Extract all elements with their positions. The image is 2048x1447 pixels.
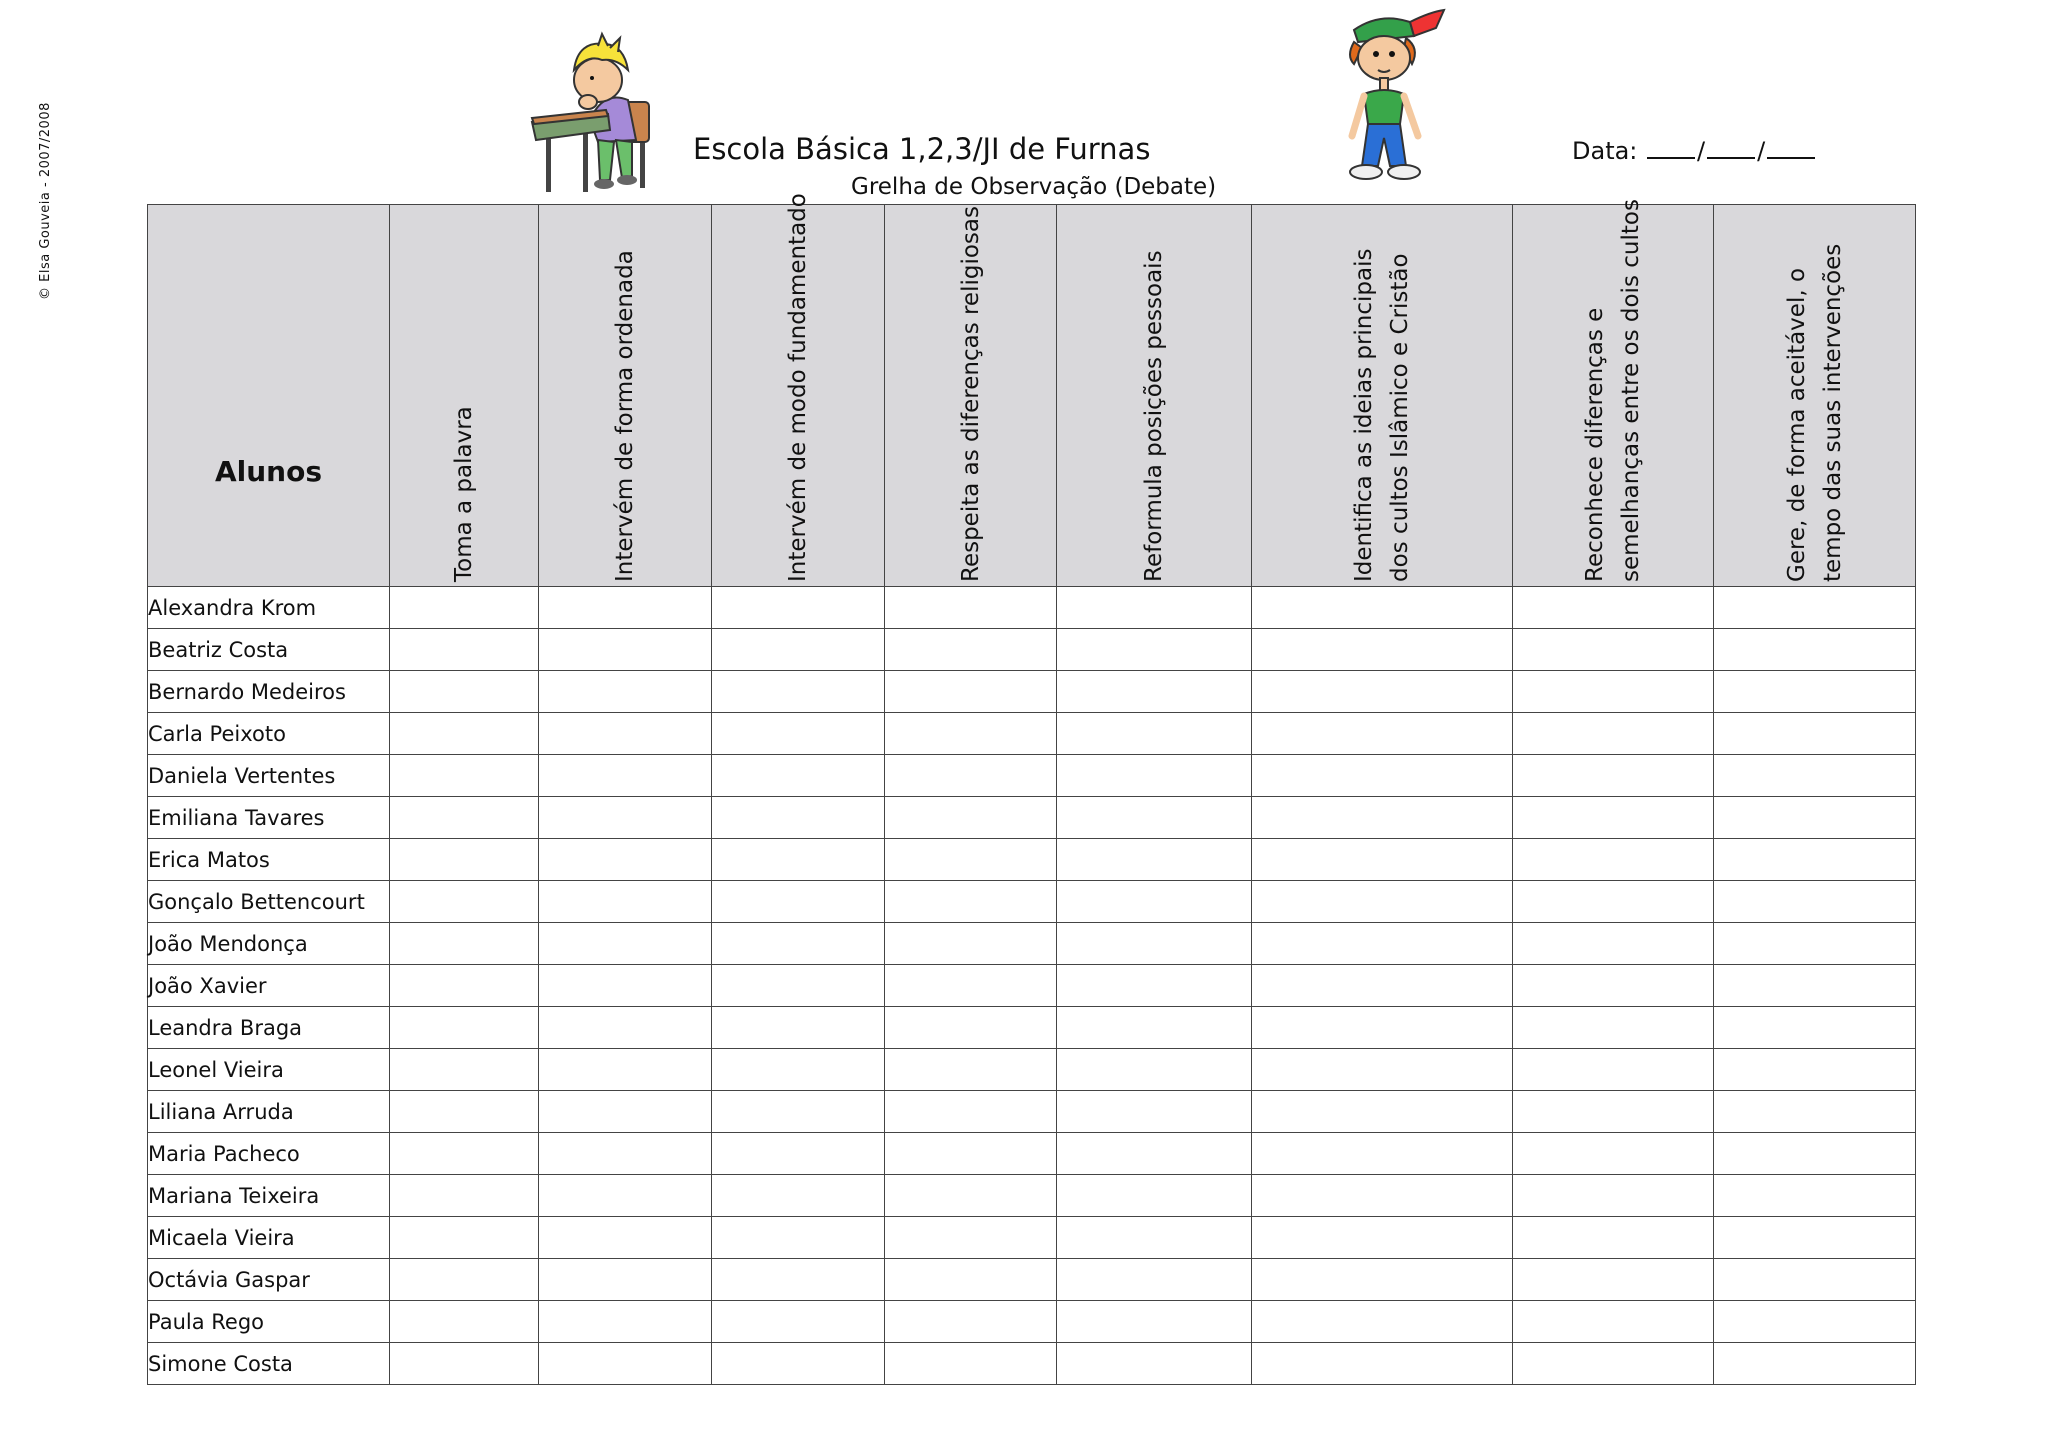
observation-cell[interactable] bbox=[1714, 671, 1916, 713]
observation-cell[interactable] bbox=[1252, 755, 1513, 797]
observation-cell[interactable] bbox=[1252, 797, 1513, 839]
observation-cell[interactable] bbox=[539, 1007, 712, 1049]
observation-cell[interactable] bbox=[1714, 881, 1916, 923]
observation-cell[interactable] bbox=[712, 713, 885, 755]
observation-cell[interactable] bbox=[1513, 755, 1714, 797]
observation-cell[interactable] bbox=[1057, 629, 1252, 671]
observation-cell[interactable] bbox=[1057, 1007, 1252, 1049]
observation-cell[interactable] bbox=[1714, 1091, 1916, 1133]
observation-cell[interactable] bbox=[1513, 1049, 1714, 1091]
table-row bbox=[148, 881, 1916, 923]
observation-cell[interactable] bbox=[1513, 839, 1714, 881]
observation-cell[interactable] bbox=[1513, 1133, 1714, 1175]
observation-cell[interactable] bbox=[1513, 671, 1714, 713]
observation-cell[interactable] bbox=[539, 1091, 712, 1133]
observation-cell[interactable] bbox=[712, 1049, 885, 1091]
date-month-blank bbox=[1707, 137, 1755, 159]
observation-cell[interactable] bbox=[1714, 923, 1916, 965]
observation-cell[interactable] bbox=[1252, 1133, 1513, 1175]
criterion-header bbox=[539, 205, 712, 587]
observation-cell[interactable] bbox=[712, 1091, 885, 1133]
observation-cell[interactable] bbox=[1057, 713, 1252, 755]
observation-cell[interactable] bbox=[1513, 629, 1714, 671]
observation-cell[interactable] bbox=[885, 713, 1057, 755]
observation-cell[interactable] bbox=[1714, 1049, 1916, 1091]
observation-cell[interactable] bbox=[1057, 1175, 1252, 1217]
observation-cell[interactable] bbox=[885, 1259, 1057, 1301]
student-name: Micaela Vieira bbox=[148, 1217, 390, 1259]
observation-cell[interactable] bbox=[1252, 923, 1513, 965]
observation-cell[interactable] bbox=[885, 1301, 1057, 1343]
observation-cell[interactable] bbox=[1252, 1343, 1513, 1385]
table-row bbox=[148, 923, 1916, 965]
observation-cell[interactable] bbox=[1057, 1133, 1252, 1175]
observation-cell[interactable] bbox=[712, 965, 885, 1007]
student-name: João Mendonça bbox=[148, 923, 390, 965]
observation-cell[interactable] bbox=[539, 1217, 712, 1259]
observation-cell[interactable] bbox=[539, 797, 712, 839]
observation-cell[interactable] bbox=[1252, 965, 1513, 1007]
date-day-blank bbox=[1647, 137, 1695, 159]
observation-cell[interactable] bbox=[1252, 1091, 1513, 1133]
student-name: Leandra Braga bbox=[148, 1007, 390, 1049]
observation-cell[interactable] bbox=[712, 587, 885, 629]
observation-cell[interactable] bbox=[390, 1343, 539, 1385]
observation-cell[interactable] bbox=[539, 1133, 712, 1175]
criterion-label: semelhanças entre os dois cultos bbox=[1618, 199, 1644, 582]
observation-cell[interactable] bbox=[1057, 923, 1252, 965]
observation-cell[interactable] bbox=[1252, 1301, 1513, 1343]
table-row bbox=[148, 1217, 1916, 1259]
observation-cell[interactable] bbox=[1252, 1217, 1513, 1259]
observation-cell[interactable] bbox=[539, 923, 712, 965]
observation-cell[interactable] bbox=[390, 1133, 539, 1175]
table-row bbox=[148, 1049, 1916, 1091]
observation-cell[interactable] bbox=[885, 1091, 1057, 1133]
criterion-label: dos cultos Islâmico e Cristão bbox=[1387, 253, 1413, 582]
criterion-header bbox=[1057, 205, 1252, 587]
observation-cell[interactable] bbox=[1714, 713, 1916, 755]
criterion-label: Intervém de modo fundamentado bbox=[785, 193, 811, 582]
table-row bbox=[148, 629, 1916, 671]
observation-cell[interactable] bbox=[885, 1217, 1057, 1259]
boy-with-cap-clipart bbox=[1340, 8, 1460, 186]
observation-cell[interactable] bbox=[390, 965, 539, 1007]
criterion-header bbox=[1252, 205, 1513, 587]
student-name: Beatriz Costa bbox=[148, 629, 390, 671]
student-name: Liliana Arruda bbox=[148, 1091, 390, 1133]
student-name: Erica Matos bbox=[148, 839, 390, 881]
observation-cell[interactable] bbox=[1252, 713, 1513, 755]
table-row bbox=[148, 1007, 1916, 1049]
observation-cell[interactable] bbox=[539, 881, 712, 923]
observation-cell[interactable] bbox=[1057, 1091, 1252, 1133]
observation-cell[interactable] bbox=[1513, 1175, 1714, 1217]
observation-cell[interactable] bbox=[539, 755, 712, 797]
student-name: Bernardo Medeiros bbox=[148, 671, 390, 713]
observation-cell[interactable] bbox=[885, 629, 1057, 671]
student-name: Gonçalo Bettencourt bbox=[148, 881, 390, 923]
observation-cell[interactable] bbox=[1057, 1343, 1252, 1385]
observation-cell[interactable] bbox=[390, 587, 539, 629]
criterion-header bbox=[1513, 199, 1714, 587]
observation-cell[interactable] bbox=[390, 1301, 539, 1343]
observation-cell[interactable] bbox=[1057, 965, 1252, 1007]
observation-cell[interactable] bbox=[539, 713, 712, 755]
table-row bbox=[148, 1091, 1916, 1133]
observation-cell[interactable] bbox=[1513, 1343, 1714, 1385]
student-name: Maria Pacheco bbox=[148, 1133, 390, 1175]
observation-cell[interactable] bbox=[712, 1217, 885, 1259]
observation-cell[interactable] bbox=[712, 797, 885, 839]
student-name: Leonel Vieira bbox=[148, 1049, 390, 1091]
observation-cell[interactable] bbox=[712, 1343, 885, 1385]
header-row bbox=[148, 205, 1916, 587]
observation-cell[interactable] bbox=[1252, 839, 1513, 881]
observation-cell[interactable] bbox=[390, 1217, 539, 1259]
observation-cell[interactable] bbox=[390, 923, 539, 965]
table-row bbox=[148, 839, 1916, 881]
observation-cell[interactable] bbox=[390, 1091, 539, 1133]
student-name: Carla Peixoto bbox=[148, 713, 390, 755]
observation-cell[interactable] bbox=[1513, 881, 1714, 923]
criterion-label: Toma a palavra bbox=[451, 406, 477, 582]
observation-cell[interactable] bbox=[1714, 1175, 1916, 1217]
observation-cell[interactable] bbox=[712, 755, 885, 797]
table-row bbox=[148, 1259, 1916, 1301]
table-row bbox=[148, 1175, 1916, 1217]
criterion-label: Identifica as ideias principais bbox=[1351, 248, 1377, 582]
observation-cell[interactable] bbox=[1057, 1259, 1252, 1301]
observation-cell[interactable] bbox=[1252, 1049, 1513, 1091]
observation-cell[interactable] bbox=[885, 1007, 1057, 1049]
observation-cell[interactable] bbox=[885, 671, 1057, 713]
observation-cell[interactable] bbox=[885, 923, 1057, 965]
observation-cell[interactable] bbox=[539, 629, 712, 671]
observation-cell[interactable] bbox=[1252, 1175, 1513, 1217]
table-row bbox=[148, 1343, 1916, 1385]
observation-cell[interactable] bbox=[1252, 629, 1513, 671]
observation-cell[interactable] bbox=[885, 1049, 1057, 1091]
observation-cell[interactable] bbox=[1252, 881, 1513, 923]
table-row bbox=[148, 671, 1916, 713]
criterion-header bbox=[390, 205, 539, 587]
observation-cell[interactable] bbox=[1057, 1301, 1252, 1343]
observation-cell[interactable] bbox=[1714, 1301, 1916, 1343]
observation-cell[interactable] bbox=[1057, 839, 1252, 881]
criterion-header bbox=[712, 193, 885, 587]
observation-cell[interactable] bbox=[539, 671, 712, 713]
observation-cell[interactable] bbox=[539, 965, 712, 1007]
student-name: Octávia Gaspar bbox=[148, 1259, 390, 1301]
observation-cell[interactable] bbox=[539, 839, 712, 881]
observation-cell[interactable] bbox=[539, 1343, 712, 1385]
observation-cell[interactable] bbox=[1252, 1007, 1513, 1049]
observation-cell[interactable] bbox=[1513, 713, 1714, 755]
table-row bbox=[148, 713, 1916, 755]
observation-cell[interactable] bbox=[885, 797, 1057, 839]
observation-cell[interactable] bbox=[1057, 881, 1252, 923]
observation-cell[interactable] bbox=[1513, 1007, 1714, 1049]
observation-cell[interactable] bbox=[1714, 839, 1916, 881]
student-name: João Xavier bbox=[148, 965, 390, 1007]
student-name: Mariana Teixeira bbox=[148, 1175, 390, 1217]
observation-cell[interactable] bbox=[390, 629, 539, 671]
table-row bbox=[148, 755, 1916, 797]
observation-cell[interactable] bbox=[390, 1007, 539, 1049]
observation-cell[interactable] bbox=[1513, 1091, 1714, 1133]
observation-cell[interactable] bbox=[390, 797, 539, 839]
observation-cell[interactable] bbox=[390, 881, 539, 923]
observation-cell[interactable] bbox=[1513, 1217, 1714, 1259]
sheet-subtitle: Grelha de Observação (Debate) bbox=[851, 174, 1217, 200]
observation-cell[interactable] bbox=[1714, 755, 1916, 797]
table-row bbox=[148, 587, 1916, 629]
observation-cell[interactable] bbox=[390, 839, 539, 881]
observation-cell[interactable] bbox=[712, 1301, 885, 1343]
observation-cell[interactable] bbox=[712, 1259, 885, 1301]
observation-cell[interactable] bbox=[712, 671, 885, 713]
criterion-label: tempo das suas intervenções bbox=[1819, 243, 1846, 582]
student-name: Emiliana Tavares bbox=[148, 797, 390, 839]
grid-body bbox=[148, 587, 1916, 1385]
date-label: Data: bbox=[1572, 137, 1638, 165]
observation-cell[interactable] bbox=[1513, 797, 1714, 839]
observation-cell[interactable] bbox=[885, 1343, 1057, 1385]
criterion-header bbox=[885, 205, 1057, 587]
observation-cell[interactable] bbox=[1057, 1217, 1252, 1259]
observation-cell[interactable] bbox=[712, 839, 885, 881]
observation-cell[interactable] bbox=[1252, 587, 1513, 629]
observation-cell[interactable] bbox=[885, 755, 1057, 797]
observation-cell[interactable] bbox=[539, 1175, 712, 1217]
observation-cell[interactable] bbox=[390, 1259, 539, 1301]
criterion-label: Reconhece diferenças e bbox=[1582, 307, 1608, 582]
observation-grid bbox=[147, 193, 1916, 1385]
observation-cell[interactable] bbox=[1252, 1259, 1513, 1301]
table-row bbox=[148, 797, 1916, 839]
observation-cell[interactable] bbox=[712, 629, 885, 671]
observation-cell[interactable] bbox=[1714, 1133, 1916, 1175]
observation-cell[interactable] bbox=[1057, 755, 1252, 797]
observation-cell[interactable] bbox=[1057, 671, 1252, 713]
observation-cell[interactable] bbox=[1513, 965, 1714, 1007]
observation-cell[interactable] bbox=[712, 1007, 885, 1049]
observation-cell[interactable] bbox=[390, 1175, 539, 1217]
alunos-header: Alunos bbox=[148, 205, 390, 587]
observation-cell[interactable] bbox=[1252, 671, 1513, 713]
observation-cell[interactable] bbox=[1513, 1259, 1714, 1301]
observation-cell[interactable] bbox=[539, 587, 712, 629]
criterion-label: Reformula posições pessoais bbox=[1141, 250, 1167, 582]
table-row bbox=[148, 1133, 1916, 1175]
student-name: Daniela Vertentes bbox=[148, 755, 390, 797]
observation-cell[interactable] bbox=[1714, 1343, 1916, 1385]
date-year-blank bbox=[1767, 137, 1815, 159]
table-row bbox=[148, 1301, 1916, 1343]
observation-cell[interactable] bbox=[712, 923, 885, 965]
copyright-notice: © Elsa Gouveia - 2007/2008 bbox=[38, 102, 53, 300]
observation-cell[interactable] bbox=[885, 1133, 1057, 1175]
observation-cell[interactable] bbox=[390, 713, 539, 755]
criterion-header bbox=[1714, 205, 1916, 587]
observation-cell[interactable] bbox=[1714, 1007, 1916, 1049]
observation-cell[interactable] bbox=[390, 755, 539, 797]
observation-cell[interactable] bbox=[712, 1175, 885, 1217]
observation-cell[interactable] bbox=[885, 965, 1057, 1007]
observation-cell[interactable] bbox=[1513, 1301, 1714, 1343]
observation-cell[interactable] bbox=[1513, 587, 1714, 629]
observation-cell[interactable] bbox=[712, 1133, 885, 1175]
criterion-label: Intervém de forma ordenada bbox=[612, 250, 638, 582]
observation-cell[interactable] bbox=[1714, 797, 1916, 839]
observation-cell[interactable] bbox=[539, 1049, 712, 1091]
observation-cell[interactable] bbox=[885, 881, 1057, 923]
observation-cell[interactable] bbox=[1714, 965, 1916, 1007]
observation-cell[interactable] bbox=[712, 881, 885, 923]
observation-cell[interactable] bbox=[1714, 1259, 1916, 1301]
observation-cell[interactable] bbox=[885, 839, 1057, 881]
student-name: Simone Costa bbox=[148, 1343, 390, 1385]
observation-cell[interactable] bbox=[390, 1049, 539, 1091]
criterion-label: Respeita as diferenças religiosas bbox=[957, 206, 984, 582]
observation-cell[interactable] bbox=[885, 1175, 1057, 1217]
criterion-label: Gere, de forma aceitável, o bbox=[1783, 267, 1810, 582]
observation-cell[interactable] bbox=[539, 1259, 712, 1301]
observation-cell[interactable] bbox=[1057, 1049, 1252, 1091]
observation-cell[interactable] bbox=[539, 1301, 712, 1343]
student-name: Alexandra Krom bbox=[148, 587, 390, 629]
student-at-desk-clipart bbox=[528, 30, 658, 200]
observation-cell[interactable] bbox=[1513, 923, 1714, 965]
observation-cell[interactable] bbox=[1714, 587, 1916, 629]
observation-cell[interactable] bbox=[885, 587, 1057, 629]
date-field: Data: / / bbox=[1572, 137, 1817, 165]
observation-cell[interactable] bbox=[1714, 1217, 1916, 1259]
observation-cell[interactable] bbox=[1057, 587, 1252, 629]
observation-cell[interactable] bbox=[1057, 797, 1252, 839]
student-name: Paula Rego bbox=[148, 1301, 390, 1343]
observation-cell[interactable] bbox=[390, 671, 539, 713]
school-name: Escola Básica 1,2,3/JI de Furnas bbox=[693, 132, 1151, 166]
table-row bbox=[148, 965, 1916, 1007]
observation-cell[interactable] bbox=[1714, 629, 1916, 671]
